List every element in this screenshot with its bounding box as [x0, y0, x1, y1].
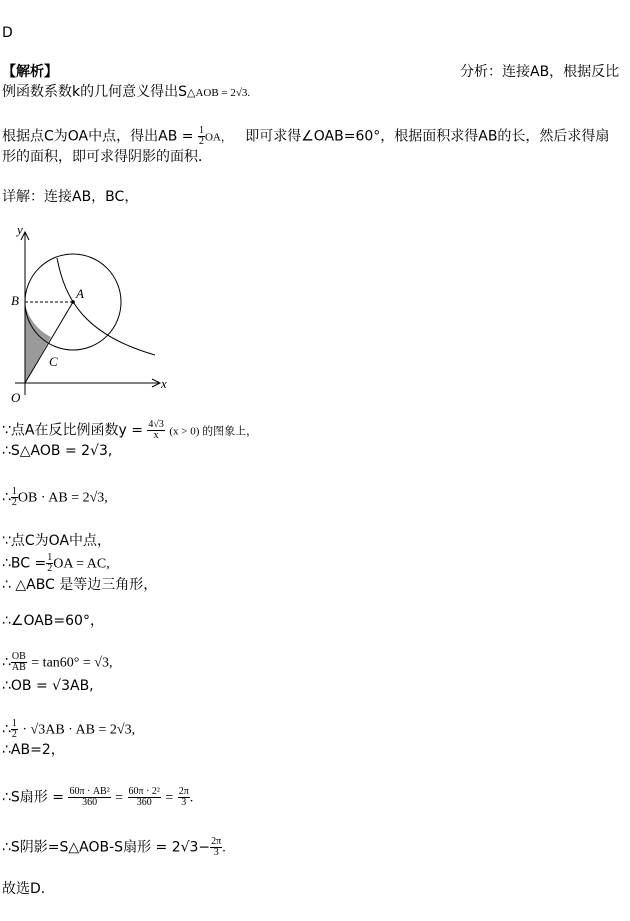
analysis-label: 分析：连接AB，根据反比 — [460, 64, 620, 80]
analysis-line-3: 根据点C为OA中点，得出AB = $\frac{1}{2}$ OA， 即可求得∠OAB=60°，根据面积求得AB的长，然后求得扇 — [2, 125, 610, 147]
step-6: ∴ △ABC 是等边三角形， — [2, 577, 158, 593]
label-o: O — [11, 390, 21, 405]
step-4: ∵点C为OA中点， — [2, 533, 112, 549]
step-9: ∴OB = √3AB, — [2, 678, 94, 694]
step-13: ∴S阴影=S△AOB-S扇形 = 2√3− $\frac{2\pi}{3}$ . — [2, 836, 226, 858]
geometry-figure — [5, 220, 175, 410]
conclusion: 故选D． — [2, 881, 55, 897]
analysis-heading: 【解析】 — [2, 64, 58, 80]
step-10: ∴ $\frac{1}{2}$ · √3AB · AB = 2√3, — [2, 718, 136, 740]
step-2: ∴S△AOB = 2√3, — [2, 443, 113, 459]
analysis-line-4: 形的面积，即可求得阴影的面积． — [2, 149, 212, 165]
answer-letter: D — [2, 25, 13, 41]
detail-heading: 详解：连接AB，BC， — [2, 189, 139, 205]
label-x: x — [161, 376, 167, 391]
hyperbola-curve — [57, 258, 155, 355]
label-b: B — [11, 293, 19, 308]
step-8: ∴ $\frac{OB}{AB}$ = tan60° = √3, — [2, 651, 113, 673]
label-c: C — [49, 354, 58, 369]
point-a — [71, 300, 75, 304]
label-y: y — [17, 222, 23, 237]
step-12: ∴S扇形 = $\frac{\text{60π · AB²}}{360}$ = $\frac{\text{60π · 2²}}{360}$ = $\frac{2\pi}{3}$ . — [2, 786, 194, 808]
shaded-region — [25, 304, 51, 383]
label-a: A — [76, 286, 84, 301]
step-5: ∴BC = $\frac{1}{2}$ OA = AC, — [2, 552, 110, 574]
step-11: ∴AB=2， — [2, 742, 65, 758]
analysis-line-2: 例函数系数k的几何意义得出S△AOB = 2√3. — [2, 84, 251, 100]
step-3: ∴ $\frac{1}{2}$ OB · AB = 2√3, — [2, 486, 108, 508]
step-7: ∴∠OAB=60°， — [2, 613, 104, 629]
step-1: ∵点A在反比例函数y = $\frac{4√3}{x}$ (x > 0) 的图象上， — [2, 419, 258, 441]
